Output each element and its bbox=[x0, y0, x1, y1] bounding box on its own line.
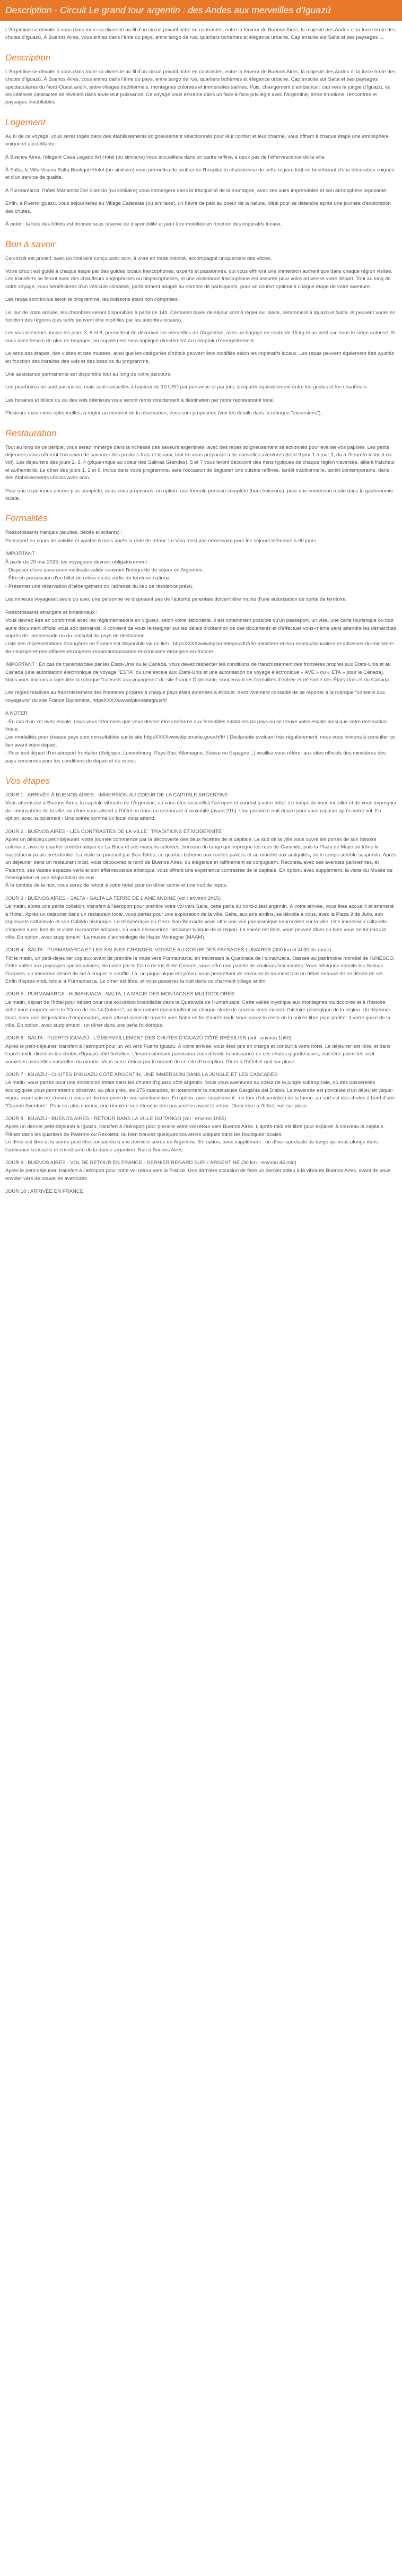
content bbox=[0, 21, 402, 1196]
day-item bbox=[5, 895, 397, 941]
paragraph: Les pourboires ne sont pas inclus, mais sont conseillés à hauteur de 10 USD par personne et par jour, à répartir équitablement entre les guides et les chauffeurs. bbox=[5, 384, 369, 391]
formalites-line: IMPORTANT bbox=[5, 551, 35, 557]
paragraph: Les vols intérieurs, inclus les jours 3, 6 et 8, permettent de découvrir les merveilles de l'Argentine, avec un bagage en soute de 15 kg et un petit sac sous le siège autorisé. Si vous avez besoin de plus de bagages, un supplément sera appliqué directement au comptoir d'enregistrement. bbox=[5, 330, 396, 344]
paragraph: Le jour de votre arrivée, les chambres seront disponibles à partir de 14h. Certaines taxes de séjour sont à régler sur place, notamment à Iguazú et Salta, et peuvent varier en fonction des régions (ces tarifs peuvent être modifiés par les autorités locales). bbox=[5, 309, 396, 323]
section-logement bbox=[5, 133, 397, 229]
formalites-block bbox=[5, 529, 397, 545]
day-text: Après le petit-déjeuner, transfert à l'aéroport pour un vol vers Puerto Iguazú. À votre arrivée, vous êtes pris en charge et conduit à votre hôtel. Le déjeuner est libre, et dans l'après-midi, direction les chutes d'Iguazú côté brésilien. L'impressionnant panorama vous dévoile la puissance de ces chutes gigantesques, classées parmi les sept nouvelles merveilles naturelles du monde. Vous serez ébloui par la beauté de ce site d'exception. Dîner à l'hôtel et nuit sur place. bbox=[5, 1043, 391, 1065]
formalites-line: - Disposer d'une assurance médicale valide couvrant l'intégralité du séjour en Argentine. bbox=[5, 567, 204, 574]
paragraph: Enfin, à Puerto Iguazú, vous séjournerez au Village Cataratas (ou similaire), un havre de paix au coeur de la nature, idéal pour se détendre après une journée d'exploration des chutes. bbox=[5, 201, 391, 214]
page bbox=[0, 0, 402, 1196]
section-formalites bbox=[5, 529, 397, 765]
formalites-line: - Être en possession d'un billet de retour ou de sortie du territoire national. bbox=[5, 575, 172, 582]
section-bon-a-savoir bbox=[5, 255, 397, 418]
day-text: Vous atterrissez à Buenos Aires, la capitale vibrante de l'Argentine, où vous êtes accueilli à l'aéroport et conduit à votre hôtel. Le temps de vous installer et de vous imprégner de l'atmosphère de la ville, un dîner vous attend à l'hôtel ou dans un restaurant à proximité (avant 21h). Une première nuit douce pour vous reposer après votre vol. En option, avec supplément : Une soirée comme un local vous attend. bbox=[5, 800, 397, 822]
paragraph: Le sens des étapes, des visites et des musées, ainsi que les catégories d'hôtels peuvent être modifiés selon les impératifs locaux. Les repas peuvent également être ajustés en fonction des horaires des vols et des besoins du programme. bbox=[5, 351, 394, 365]
formalites-block bbox=[5, 550, 397, 591]
day-text: Le matin, après une petite collation, transfert à l'aéroport pour prendre votre vol vers Salta, cette perle du nord-ouest argentin. À votre arrivée, vous êtes accueilli et emmené à l'hôtel. Après un déjeuner dans un restaurant local, vous partez pour une exploration de la ville. Salta, aux airs andins, se dévoile à vous, avec la Plaza 9 de Julio, son imposante cathédrale et son Cabildo historique. Le téléphérique du Cerro San Bernardo vous offre une vue panoramique imprenable sur la ville. Une immersion culturelle s'impose aussi lors de la visite du marché artisanal, où vous découvrirez l'artisanat typique de la région. La soirée est libre, vous pouvez dîner ou bien vous sentir dans la ville. En option, avec supplément : La musée d'archéologie de Haute Montagne (MAAM). bbox=[5, 904, 394, 940]
section-description bbox=[5, 68, 397, 107]
section-etapes bbox=[5, 792, 397, 1196]
day-title: JOUR 3 : BUENOS AIRES - SALTA - SALTA LA TERRE DE L'AME ANDINE (vol : environ 2h15) bbox=[5, 895, 221, 901]
day-item bbox=[5, 991, 397, 1029]
paragraph: Les repas sont inclus selon le programme, les boissons étant non comprises. bbox=[5, 297, 179, 303]
paragraph: À noter : la liste des hôtels est donnée sous réserve de disponibilité et peut être modifiée en fonction des impératifs locaux. bbox=[5, 221, 282, 228]
paragraph: Plusieurs excursions optionnelles, à régler au moment de la réservation, vous sont proposées (voir les détails dans la rubrique "excursions"). bbox=[5, 410, 322, 417]
formalites-line: Vous devrez être en conformité avec les réglementations en vigueur, selon votre nationalité. Il est notamment possible qu'un passeport, un visa, une carte touristique ou tout autre document officiel vous soit demandé. Il convient de vous renseigner sur les délais d'obtention de ces documents et d'effectuer vous-même sans attendre les démarches auprès de l'ambassade ou du consulat du pays de destination. bbox=[5, 618, 397, 639]
section-heading-restauration: Restauration bbox=[5, 428, 57, 438]
day-title: JOUR 2 : BUENOS AIRES - LES CONTRASTES DE LA VILLE : TRADITIONS ET MODERNITÉ bbox=[5, 828, 222, 835]
day-text: Après un dernier petit-déjeuner à Iguazú, transfert à l'aéroport pour prendre votre vol retour vers Buenos Aires. L'après-midi est libre pour explorer à nouveau la capitale. Flânez dans les quartiers de Palermo ou Recoleta, ou bien trouvez quelques souvenirs uniques dans les boutiques locales. Le dîner est libre et la soirée peut être consacrée à une dernière soirée en Argentine. En option, avec supplément : un dîner-spectacle de tango qui vous plonge dans l'ambiance sensuelle et envoûtante de la danse argentine. Nuit à Buenos Aires. bbox=[5, 1124, 385, 1153]
day-title: JOUR 6 : SALTA - PUERTO IGUAZÚ - L'ÉMERVEILLEMENT DES CHUTES D'IGUAZÚ CÔTÉ BRÉSILIEN (vol : environ 1h50) bbox=[5, 1035, 292, 1042]
day-title: JOUR 5 : PURMAMARCA - HUMAHUACA - SALTA, LA MAGIE DES MONTAGNES MULTICOLORES bbox=[5, 991, 235, 998]
intro-paragraph: L'Argentine se dévoile à vous dans toute sa diversité au fil d'un circuit privatif riche en contrastes, entre la ferveur de Buenos Aires, la majesté des Andes et la force brute des chutes d'Iguazú. À Buenos Aires, vous entrez dans l'âme du pays, entre tango de rue, quartiers bohèmes et élégance urbaine. Cap ensuite sur Salta et ses paysages ... bbox=[5, 27, 396, 41]
day-text: Après un délicieux petit-déjeuner, votre journée commence par la découverte des deux facettes de la capitale. Le sud de la ville vous ouvre les portes de son histoire coloniale, avec le quartier emblématique de La Boca et ses maisons colorées, berceau du tango qui imprègne les rues de Caminito, puis la Plaza de Mayo où trône le majestueux palais présidentiel. La visite se poursuit par San Telmo, ce quartier bohème aux ruelles pavées et au marché aux antiquités, où le temps semble suspendu. Après un déjeuner dans un restaurant local, vous découvrez le nord de Buenos Aires, où élégance et raffinement se conjuguent. Recoleta, avec ses avenues parisiennes, et Palermo, ses vastes espaces verts et son effervescence artistique, vous offrent une expérience contrastée de la capitale. En option, avec supplément, la visite du Musée de l'immigration et une dégustation de vins. À la tombée de la nuit, vous serez de retour à votre hôtel pour un dîner calme et une nuit de repos. bbox=[5, 837, 396, 889]
day-text: Tôt le matin, un petit-déjeuner copieux avant de prendre la route vers Purmamarca, en traversant la Quebrada de Humahuaca, classée au patrimoine mondial de l'UNESCO. Cette vallée aux paysages spectaculaires, dominée par le Cerro de los Siete Colores, vous offre une palette de couleurs fascinantes. Vous atteignez ensuite les Salinas Grandes, un immense désert de sel à couper le souffle. Là, un pique-nique est prévu, vous permettant de savourer le moment tout en détail entouré de ce désert de sel. Enfin d'après-midi, retour à Purmamarca. Le dîner est libre, et vous passerez la nuit dans ce charmant village andin. bbox=[5, 955, 395, 984]
day-item bbox=[5, 1035, 397, 1066]
day-text: Le matin, départ de l'hôtel pour départ pour une excursion inoubliable dans la Quebrada de Humahuaca. Cette vallée mystique aux montagnes multicolores et à l'histoire riche vous emporte vers le "Cerro de los 14 Colores", un lieu naturel époustouflant où chaque strate de couleur vous raconte l'histoire géologique de la région. Un déjeuner local, avec une dégustation d'empanadas, vous attend avant de repartir vers Salta en fin d'après-midi. Vous aurez le reste de la soirée libre pour profiter à votre guise de la ville. En option, avec supplément : un dîner dans une peña folklorique. bbox=[5, 999, 390, 1028]
formalites-line: Passeport en cours de validité et valable 6 mois après la date de retour. Le Visa n'est pas nécessaire pour les séjours inférieurs à 90 jours. bbox=[5, 537, 318, 544]
day-title: JOUR 1 : ARRIVÉE À BUENOS AIRES - IMMERSION AU COEUR DE LA CAPITALE ARGENTINE bbox=[5, 792, 228, 798]
day-title: JOUR 8 : IGUAZÚ - BUENOS AIRES - RETOUR DANS LA VILLE DU TANGO (vol : environ 1h55) bbox=[5, 1116, 226, 1122]
formalites-line: Les modalités pour chaque pays sont consultables sur le site httpsXXXXwwwdiplomatie.gouv.fr/fr/ ( Declarable évoluant très régulièrement, nous vous invitons à consulter ce lien avant votre départ. bbox=[5, 734, 395, 748]
paragraph: À Purmamarca, l'hôtel Manantial Del Silencio (ou similaire) vous immergera dans la tranquillité de la montagne, avec ses vues imprenables et son atmosphère reposante. bbox=[5, 187, 388, 194]
day-text: Après le petit-déjeuner, transfert à l'aéroport pour votre vol retour vers la France. Une dernière occasion de faire un dernier adieu à la vibrante Buenos Aires, avant de vous envoler vers de nouvelles aventures. bbox=[5, 1168, 391, 1182]
day-title: JOUR 7 : IGUAZÚ - CHUTES D'IGUAZÚ CÔTÉ ARGENTIN, UNE IMMERSION DANS LA JUNGLE ET LES CASCADES bbox=[5, 1072, 278, 1078]
formalites-line: Les mineurs voyageant seuls ou avec une personne ne disposant pas de l'autorité parentale doivent être munis d'une autorisation de sortie de territoire. bbox=[5, 596, 347, 603]
formalites-block bbox=[5, 596, 397, 603]
day-item bbox=[5, 1188, 397, 1195]
day-item bbox=[5, 792, 397, 823]
paragraph: À Salta, le Villa Vicuna Salta Boutique Hotel (ou similaire) vous permettra de profiter de l'hospitalité chaleureuse de cette région, tout en bénéficiant d'une décoration soignée et d'un service de qualité. bbox=[5, 167, 395, 181]
day-item bbox=[5, 1071, 397, 1110]
section-heading-formalites: Formalités bbox=[5, 513, 48, 524]
section-heading-bon-a-savoir: Bon à savoir bbox=[5, 239, 56, 249]
formalites-block bbox=[5, 661, 397, 684]
paragraph: Tout au long de ce périple, vous serez immergé dans la richesse des saveurs argentines, avec des repas soigneusement sélectionnés pour éveiller vos papilles. Les petits déjeuners vous offriront l'occasion de savourer des produits frais et locaux, tout en vous préparant à de nouvelles aventures (total 9 jour 1 à jour 3, du à l'heure/à-instinct du vol). Les déjeuners des jours 2, 3, 4 (pique-nique au coeur des Salinas Grandes), 5 et 7 vous feront découvrir des mets typiques de chaque région traversée, alliant fraîcheur et authenticité. Le dîner des jours 1, 2 et 6, inclus dans votre programme, sera l'occasion de déguster une cuisine raffinée, tantôt traditionnelle, tantôt contemporaine, dans des établissements choisis avec soin. bbox=[5, 444, 395, 481]
section-heading-description: Description bbox=[5, 52, 51, 63]
paragraph: Votre circuit est guidé à chaque étape par des guides locaux francophones, experts et passionnés, qui vous offriront une immersion authentique dans chaque région visitée. Les transferts se feront avec des chauffeurs anglophones ou hispanophones, et une assistance francophone est assurée pour votre arrivée et votre départ. Tout au long de votre voyage, vous bénéficierez d'un véhicule climatisé, parfaitement adapté au nombre de participants, pour un confort optimal à chaque étape de votre aventure. bbox=[5, 268, 392, 290]
formalites-line: A NOTER bbox=[5, 710, 28, 717]
section-heading-etapes: Vos étapes bbox=[5, 776, 50, 786]
formalites-line: Liste des représentations étrangères en France est disponible via ce lien : httpsXXXXwwwdiplomatiegouvfr/fr/le-ministere-et-son-reseau/annuaires-et-adresses-du-ministere-de-l-europe-et-des-affaires-etrangeres-meae/ambassades-et-consulats-etrangers-en-france/ bbox=[5, 641, 395, 655]
paragraph: L'Argentine se dévoile à vous dans toute sa diversité au fil d'un circuit privatif riche en contrastes, entre la ferveur de Buenos Aires, la majesté des Andes et la force brute des chutes d'Iguazú. À Buenos Aires, vous entrez dans l'âme du pays, entre tango de rue, quartiers bohèmes et élégance urbaine. Cap ensuite sur Salta et ses paysages spectaculaires du Nord-Ouest andin, entre villages traditionnels, montagnes colorées et immensités salines. Puis, changement d'ambiance : cap vers la jungle d'Iguazú, où les célèbres cataractes se révèlent dans toute leur puissance. Ce voyage vous entraîne dans un face-à-face privilégié avec l'Argentine, entre émotions, rencontres et paysages inoubliables. bbox=[5, 68, 396, 106]
formalites-line: Ressortissants français (adultes, bébés et enfants) : bbox=[5, 530, 123, 536]
day-item bbox=[5, 828, 397, 890]
formalites-line: - En cas d'un vol avec escale, nous vous informons que vous devrez être conforme aux formalités sanitaires du pays où se trouve votre escale ainsi que votre destination finale. bbox=[5, 718, 387, 732]
formalites-line: - Pour tout départ d'un aéroport frontalier (Belgique, Luxembourg, Pays-Bas, Allemagne, Suisse ou Espagne...) veuillez vous référer aux sites officiels des ministères des pays concernés pour les conditions de départ et de retour. bbox=[5, 750, 386, 764]
section-restauration bbox=[5, 444, 397, 503]
day-text: Le matin, vous partez pour une immersion totale dans les chutes d'Iguazú côté argentin. Vous vous aventurez au coeur de la jungle subtropicale, où des passerelles écologiques vous permettent d'observer, au plus près, les 275 cascades, et notamment la majestueuse Garganta del Diablo. La traversée est ponctuée d'un déjeuner pique-nique, avant que ne s'ouvre à vous un dernier point de vue spectaculaire. En option, avec supplément : un tour d'observation de la faune, au sud-est des chutes à bord d'une "Grande Aventure". Pour les plus curieux, une dernière vue étendue des passerelles avant le retour. Dîner libre à l'hôtel, nuit sur place. bbox=[5, 1080, 395, 1109]
paragraph: Une assistance permanente est disponible tout au long de votre parcours. bbox=[5, 371, 172, 377]
paragraph: Les horaires et billets du ou des vols intérieurs vous seront remis directement à destination par notre représentant local. bbox=[5, 397, 275, 403]
day-item bbox=[5, 1159, 397, 1183]
day-item bbox=[5, 1115, 397, 1154]
formalites-block bbox=[5, 609, 397, 656]
day-title: JOUR 4 : SALTA - PURMAMARCA ET LES SALINES GRANDES, VOYAGE AU COEUR DES PAYSAGES LUNAIRES (300 km et 4h30 de route) bbox=[5, 947, 331, 953]
formalites-line: À partir du 29 mai 2025, les voyageurs devront obligatoirement : bbox=[5, 559, 150, 565]
title-banner bbox=[0, 0, 402, 21]
formalites-block bbox=[5, 710, 397, 765]
page-title: Description - Circuit Le grand tour argentin : des Andes aux merveilles d'Iguazú bbox=[5, 5, 331, 15]
formalites-line: - Présenter une réservation d'hébergement ou l'adresse du lieu de résidence prévu. bbox=[5, 583, 194, 589]
formalites-line: Les règles relatives au franchissement des frontières propres à chaque pays étant amenées à évoluer, il est vivement conseillé de se reporter à la rubrique "conseils aux voyageurs" du site France Diplomatie, httpsXXXXwwwdiplomatiegouvfr/ bbox=[5, 690, 385, 704]
formalites-line: IMPORTANT : En cas de transit/escale par les États-Unis ou le Canada, vous devez respecter les conditions de franchissement des frontières propres aux États-Unis et au Canada (une autorisation électronique de voyage "ESTA" ou une escale aux Etats-Unis et une autorisation de voyage électronique « AVE » ou « ETA » pour le Canada). Nous vous invitons à consulter la rubrique "conseils aux voyageurs" du site France Diplomatie, concernant les formalités d'entrée et de sortie des États-Unis et du Canada. bbox=[5, 662, 391, 683]
formalites-block bbox=[5, 689, 397, 705]
day-title: JOUR 9 : BUENOS AIRES - VOL DE RETOUR EN FRANCE - DERNIER REGARD SUR L'ARGENTINE (30 km - environ 45 min) bbox=[5, 1160, 296, 1166]
day-title: JOUR 10 : ARRIVÉE EN FRANCE bbox=[5, 1189, 84, 1195]
day-item bbox=[5, 947, 397, 985]
paragraph: À Buenos Aires, l'élégant Casa Legado Art Hotel (ou similaire) vous accueillera dans un cadre raffiné, à deux pas de l'effervescence de la ville. bbox=[5, 154, 326, 160]
paragraph: Ce circuit est privatif, avec un itinéraire conçu avec soin, à vivre en toute intimité, accompagné uniquement des vôtres. bbox=[5, 255, 272, 262]
paragraph: Au fil de ce voyage, vous serez logés dans des établissements soigneusement sélectionnés pour leur confort et leur charme, vous offrant à chaque étape une atmosphère unique et accueillante. bbox=[5, 133, 389, 148]
section-heading-logement: Logement bbox=[5, 117, 46, 127]
paragraph: Pour une expérience encore plus complète, nous vous proposons, en option, une formule pension complète (hors boissons), pour une immersion totale dans la gastronomie locale. bbox=[5, 488, 394, 502]
formalites-line: Ressortissants étrangers et binationaux : bbox=[5, 609, 98, 615]
